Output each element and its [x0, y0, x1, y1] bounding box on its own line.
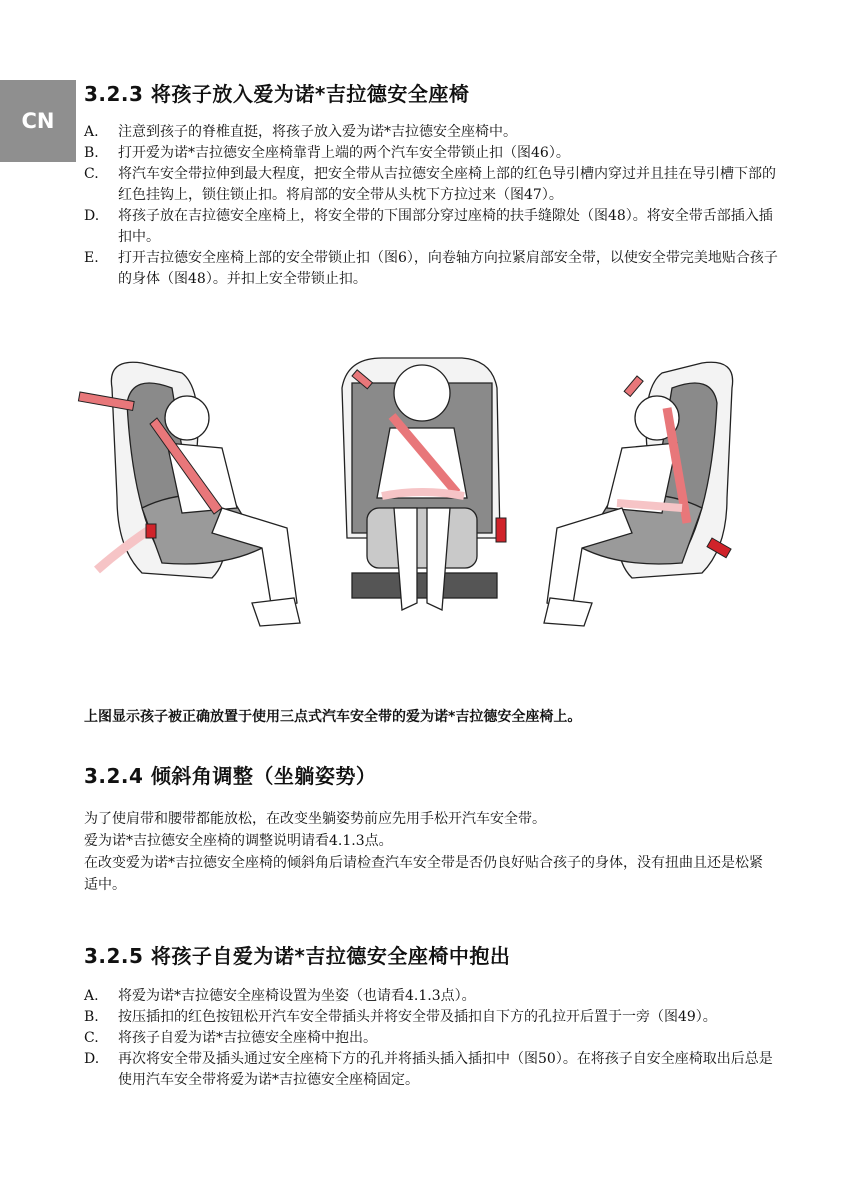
paragraph: 在改变爱为诺*吉拉德安全座椅的倾斜角后请检查汽车安全带是否仍良好贴合孩子的身体，没有扭曲且还是松紧适中。: [84, 855, 763, 893]
step-letter: A.: [84, 988, 99, 1004]
paragraph: 爱为诺*吉拉德安全座椅的调整说明请看4.1.3点。: [84, 833, 393, 849]
step-text: 按压插扣的红色按钮松开汽车安全带插头并将安全带及插扣自下方的孔拉开后置于一旁（图49）。: [118, 1009, 717, 1025]
step-letter: C.: [84, 1030, 99, 1046]
section-body-324: [84, 808, 774, 896]
step-letter: E.: [84, 250, 99, 266]
step-letter: C.: [84, 166, 99, 182]
step-text: 将爱为诺*吉拉德安全座椅设置为坐姿（也请看4.1.3点）。: [118, 988, 476, 1004]
step-b: [84, 1007, 784, 1028]
section-title-324: 3.2.4 倾斜角调整（坐躺姿势）: [84, 764, 377, 788]
step-letter: A.: [84, 124, 99, 140]
step-e: [84, 248, 784, 290]
figure-side-view-right: [544, 362, 733, 626]
step-text: 将汽车安全带拉伸到最大程度，把安全带从吉拉德安全座椅上部的红色导引槽内穿过并且挂在导引槽下部的红色挂钩上，锁住锁止扣。将肩部的安全带从头枕下方拉过来（图47）。: [118, 166, 776, 203]
step-text: 将孩子放在吉拉德安全座椅上，将安全带的下围部分穿过座椅的扶手缝隙处（图48）。将安全带舌部插入插扣中。: [118, 208, 773, 245]
steps-325: [84, 986, 784, 1091]
step-text: 注意到孩子的脊椎直挺，将孩子放入爱为诺*吉拉德安全座椅中。: [118, 124, 517, 140]
step-c: [84, 164, 784, 206]
steps-323: [84, 122, 784, 290]
step-letter: B.: [84, 1009, 99, 1025]
figure-side-view-left: [78, 362, 300, 626]
step-text: 将孩子自爱为诺*吉拉德安全座椅中抱出。: [118, 1030, 377, 1046]
step-text: 再次将安全带及插头通过安全座椅下方的孔并将插头插入插扣中（图50）。在将孩子自安全座椅取出后总是使用汽车安全带将爱为诺*吉拉德安全座椅固定。: [118, 1051, 773, 1088]
step-a: [84, 122, 784, 143]
language-code: CN: [21, 109, 55, 133]
step-a: [84, 986, 784, 1007]
step-text: 打开爱为诺*吉拉德安全座椅靠背上端的两个汽车安全带锁止扣（图46）。: [118, 145, 570, 161]
section-title-323: 3.2.3 将孩子放入爱为诺*吉拉德安全座椅: [84, 82, 470, 106]
section-title-325: 3.2.5 将孩子自爱为诺*吉拉德安全座椅中抱出: [84, 944, 511, 968]
step-c: [84, 1028, 784, 1049]
step-letter: B.: [84, 145, 99, 161]
step-d: [84, 1049, 784, 1091]
figure-caption: 上图显示孩子被正确放置于使用三点式汽车安全带的爱为诺*吉拉德安全座椅上。: [84, 709, 582, 725]
step-d: [84, 206, 784, 248]
car-seat-illustrations: [72, 348, 772, 648]
language-tab: [0, 80, 76, 162]
step-text: 打开吉拉德安全座椅上部的安全带锁止扣（图6），向卷轴方向拉紧肩部安全带，以使安全带完美地贴合孩子的身体（图48）。并扣上安全带锁止扣。: [118, 250, 778, 287]
paragraph: 为了使肩带和腰带都能放松，在改变坐躺姿势前应先用手松开汽车安全带。: [84, 811, 546, 827]
step-b: [84, 143, 784, 164]
figure-front-view-center: [342, 358, 506, 610]
step-letter: D.: [84, 1051, 100, 1067]
step-letter: D.: [84, 208, 100, 224]
